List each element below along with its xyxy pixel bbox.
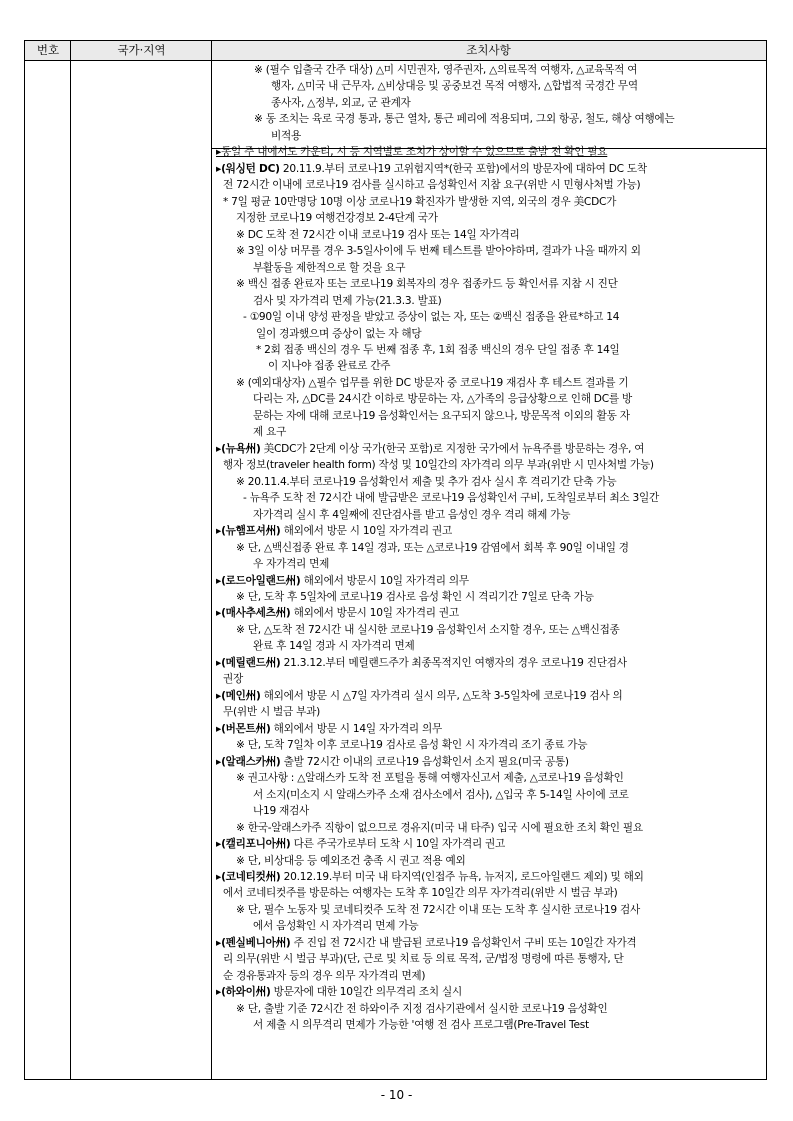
region-label: ▸(캘리포니아州) [216, 838, 291, 851]
content-line [216, 95, 764, 111]
line-text: ※ 단, 비상대응 등 예외조건 충족 시 권고 적용 예외 [236, 854, 466, 867]
content-line [216, 457, 764, 473]
region-label: ▸(버몬트州) [216, 722, 271, 735]
line-text: 부활동을 제한적으로 할 것을 요구 [253, 261, 406, 274]
line-text: 비적용 [271, 129, 301, 142]
content-line [216, 820, 764, 836]
content-line [216, 293, 764, 309]
content-line [216, 968, 764, 984]
content-line [216, 803, 764, 819]
content-line [216, 869, 764, 885]
line-text: ※ 단, △도착 전 72시간 내 실시한 코로나19 음성확인서 소지할 경우, 또는 △백신접종 [236, 623, 620, 636]
content-line [216, 737, 764, 753]
line-text: ※ 권고사항 : △알래스카 도착 전 포털을 통해 여행자신고서 제출, △코로나19 음성확인 [236, 772, 624, 785]
line-text: 에서 코네티컷주를 방문하는 여행자는 도착 후 10일간 의무 자가격리(위반 시 벌금 부과) [223, 887, 618, 900]
region-label: ▸(메릴랜드州) [216, 656, 281, 669]
line-text: 일이 경과했으며 증상이 없는 자 해당 [256, 327, 422, 340]
content-line [216, 589, 764, 605]
column-divider [70, 41, 71, 1079]
line-text: 검사 및 자가격리 면제 가능(21.3.3. 발표) [253, 294, 442, 307]
line-text: 해외에서 방문 시 10일 자가격리 권고 [280, 525, 452, 538]
content-line [216, 622, 764, 638]
content-line [216, 573, 764, 589]
content-line [216, 424, 764, 440]
line-text: 리 의무(위반 시 벌금 부과)(단, 근로 및 치료 등 의료 목적, 군/법정 명령에 따른 통행자, 단 [223, 953, 624, 966]
header-number: 번호 [36, 43, 60, 57]
content-line [216, 853, 764, 869]
line-text: ※ 한국-알래스카주 직항이 없으므로 경유지(미국 내 타주) 입국 시에 필요한 조치 확인 필요 [236, 821, 643, 834]
content-line [216, 688, 764, 704]
region-label: ▸(펜실베니아州) [216, 936, 291, 949]
line-text: 행자, △미국 내 근무자, △비상대응 및 공중보건 목적 여행자, △합법적 국경간 무역 [271, 80, 638, 93]
header-measures: 조치사항 [466, 43, 511, 57]
line-text: 21.3.12.부터 메릴랜드주가 최종목적지인 여행자의 경우 코로나19 진단검사 [280, 656, 627, 669]
content-line [216, 721, 764, 737]
content-line [216, 375, 764, 391]
region-label: ▸(로드아일랜드州) [216, 574, 301, 587]
content-line [216, 1001, 764, 1017]
line-text: 주 진입 전 72시간 내 발급된 코로나19 음성확인서 구비 또는 10일간 자가격 [290, 936, 637, 949]
region-label: ▸(뉴햄프셔州) [216, 525, 281, 538]
content-line [216, 918, 764, 934]
line-text: 문하는 자에 대해 코로나19 음성확인서는 요구되지 않으나, 방문목적 이외의 활동 자 [253, 409, 630, 422]
header-country: 국가·지역 [117, 43, 166, 57]
content-line [216, 441, 764, 457]
content-line [216, 704, 764, 720]
line-text: 나19 재검사 [253, 805, 310, 818]
line-text: ※ (필수 입출국 간주 대상) △미 시민권자, 영주권자, △의료목적 여행자, △교육목적 여 [254, 64, 638, 76]
content-line [216, 523, 764, 539]
line-text: 행자 정보(traveler health form) 작성 및 10일간의 자가격리 의무 부과(위반 시 민사처벌 가능) [223, 459, 654, 472]
line-text: 서 소지(미소지 시 알래스카주 소재 검사소에서 검사), △입국 후 5-14일 사이에 코로 [253, 788, 629, 801]
content-line [216, 655, 764, 671]
line-text: 자가격리 실시 후 4일째에 진단검사를 받고 음성인 경우 격리 해제 가능 [253, 508, 571, 521]
content-line [216, 276, 764, 292]
content-line [216, 770, 764, 786]
content-line [216, 638, 764, 654]
content-line [216, 342, 764, 358]
line-text: 다리는 자, △DC를 24시간 이하로 방문하는 자, △가족의 응급상황으로 인해 DC를 방 [253, 393, 632, 406]
content-line [216, 309, 764, 325]
line-text: 해외에서 방문시 10일 자가격리 의무 [300, 574, 469, 587]
content-line [216, 128, 764, 144]
content-line [216, 78, 764, 94]
line-text: 20.12.19.부터 미국 내 타지역(인접주 뉴욕, 뉴저지, 로드아일랜드 제외) 및 해외 [280, 870, 644, 883]
region-label: ▸(하와이州) [216, 986, 271, 999]
content-line [216, 951, 764, 967]
line-text: 美CDC가 2단계 이상 국가(한국 포함)로 지정한 국가에서 뉴욕주를 방문하는 경우, 여 [260, 442, 645, 455]
content-line [216, 62, 764, 78]
content-line [216, 754, 764, 770]
line-text: ※ 동 조치는 육로 국경 통과, 통근 열차, 통근 페리에 적용되며, 그외 항공, 철도, 해상 여행에는 [254, 113, 675, 126]
content-line [216, 984, 764, 1000]
region-label: ▸(뉴욕州) [216, 442, 261, 455]
line-text: 순 경유통과자 등의 경우 의무 자가격리 면제) [223, 969, 426, 982]
content-line [216, 243, 764, 259]
line-text: 종사자, △정부, 외교, 군 관계자 [271, 96, 411, 109]
content-line [216, 507, 764, 523]
line-text: 해외에서 방문시 10일 자가격리 권고 [290, 607, 459, 620]
line-text: 출발 72시간 이내의 코로나19 음성확인서 소지 필요(미국 공통) [280, 755, 569, 768]
line-text: ※ 단, 필수 노동자 및 코네티컷주 도착 전 72시간 이내 또는 도착 후 실시한 코로나19 검사 [236, 903, 640, 916]
line-text: 지정한 코로나19 여행건강경보 2-4단계 국가 [236, 212, 438, 225]
content-line [216, 408, 764, 424]
content-line [216, 671, 764, 687]
content-line [216, 935, 764, 951]
measures-content [216, 62, 764, 1034]
content-line [216, 605, 764, 621]
content-line [216, 556, 764, 572]
content-line [216, 490, 764, 506]
line-text: 전 72시간 이내에 코로나19 검사를 실시하고 음성확인서 지참 요구(위반 시 민형사처벌 가능) [223, 179, 641, 192]
line-text: 서 제출 시 의무격리 면제가 가능한 '여행 전 검사 프로그램(Pre-Travel Test [253, 1019, 589, 1032]
table-header [25, 41, 766, 61]
content-line [216, 1017, 764, 1033]
line-text: 우 자가격리 면제 [253, 558, 330, 571]
line-text: ※ 단, 도착 7일차 이후 코로나19 검사로 음성 확인 시 자가격리 조기 종료 가능 [236, 739, 588, 752]
line-text: 완료 후 14일 경과 시 자가격리 면제 [253, 640, 415, 653]
line-text: 에서 음성확인 시 자가격리 면제 가능 [253, 920, 419, 933]
content-line [216, 260, 764, 276]
content-line [216, 144, 764, 160]
content-line [216, 210, 764, 226]
content-line [216, 885, 764, 901]
line-text: * 7일 평균 10만명당 10명 이상 코로나19 확진자가 발생한 지역, 외국의 경우 美CDC가 [223, 195, 617, 208]
content-line [216, 836, 764, 852]
region-label: ▸(코네티컷州) [216, 870, 281, 883]
line-text: ※ 단, 도착 후 5일차에 코로나19 검사로 음성 확인 시 격리기간 7일로 단축 가능 [236, 591, 594, 603]
content-line [216, 111, 764, 127]
line-text: 권장 [223, 673, 243, 686]
line-text: ※ 단, 출발 기준 72시간 전 하와이주 지정 검사기관에서 실시한 코로나19 음성확인 [236, 1002, 608, 1015]
region-label: ▸(알래스카州) [216, 755, 281, 768]
content-line [216, 474, 764, 490]
content-line [216, 326, 764, 342]
page-number: - 10 - [380, 1088, 413, 1102]
content-line [216, 391, 764, 407]
region-label: ▸(워싱턴 DC) [216, 162, 280, 175]
region-label: ▸(매사추세츠州) [216, 607, 291, 620]
line-text: 20.11.9.부터 코로나19 고위험지역*(한국 포함)에서의 방문자에 대하여 DC 도착 [279, 162, 647, 175]
line-text: 다른 주국가로부터 도착 시 10일 자가격리 권고 [290, 838, 506, 851]
line-text: 해외에서 방문 시 14일 자가격리 의무 [270, 722, 443, 735]
content-line [216, 227, 764, 243]
line-text: ※ (예외대상자) △필수 업무를 위한 DC 방문자 중 코로나19 재검사 후 테스트 결과를 기 [236, 376, 629, 389]
line-text: ※ 단, △백신접종 완료 후 14일 경과, 또는 △코로나19 감염에서 회복 후 90일 이내일 경 [236, 541, 629, 554]
line-text: ※ 3일 이상 머무를 경우 3-5일사이에 두 번째 테스트를 받아야하며, 결과가 나올 때까지 외 [236, 245, 641, 258]
line-text: ※ 백신 접종 완료자 또는 코로나19 회복자의 경우 접종카드 등 확인서류 지참 시 진단 [236, 278, 618, 291]
line-text: - ①90일 이내 양성 판정을 받았고 증상이 없는 자, 또는 ②백신 접종을 완료*하고 14 [243, 311, 620, 324]
line-text: ※ DC 도착 전 72시간 이내 코로나19 검사 또는 14일 자가격리 [236, 228, 520, 241]
line-text: 무(위반 시 벌금 부과) [223, 706, 320, 719]
line-text: 제 요구 [253, 426, 287, 439]
line-text: - 뉴욕주 도착 전 72시간 내에 발급받은 코로나19 음성확인서 구비, 도착일로부터 최소 3일간 [243, 492, 659, 505]
measures-table [24, 40, 767, 1080]
content-line [216, 358, 764, 374]
content-line [216, 177, 764, 193]
line-text: 방문자에 대한 10일간 의무격리 조치 실시 [270, 986, 462, 999]
line-text: 해외에서 방문 시 △7일 자가격리 실시 의무, △도착 3-5일차에 코로나19 검사 의 [260, 689, 623, 702]
content-line [216, 902, 764, 918]
line-text: 이 지나야 접종 완료로 간주 [268, 360, 391, 373]
line-text: ※ 20.11.4.부터 코로나19 음성확인서 제출 및 추가 검사 실시 후 격리기간 단축 가능 [236, 475, 617, 488]
column-divider [211, 41, 212, 1079]
content-line [216, 787, 764, 803]
content-line [216, 540, 764, 556]
line-text: * 2회 접종 백신의 경우 두 번째 접종 후, 1회 접종 백신의 경우 단일 접종 후 14일 [256, 343, 620, 356]
content-line [216, 161, 764, 177]
content-line [216, 194, 764, 210]
region-label: ▸(메인州) [216, 689, 261, 702]
line-text: ▸동일 주 내에서도 카운티, 시 등 지역별로 조치가 상이할 수 있으므로 출발 전 확인 필요 [216, 146, 608, 159]
